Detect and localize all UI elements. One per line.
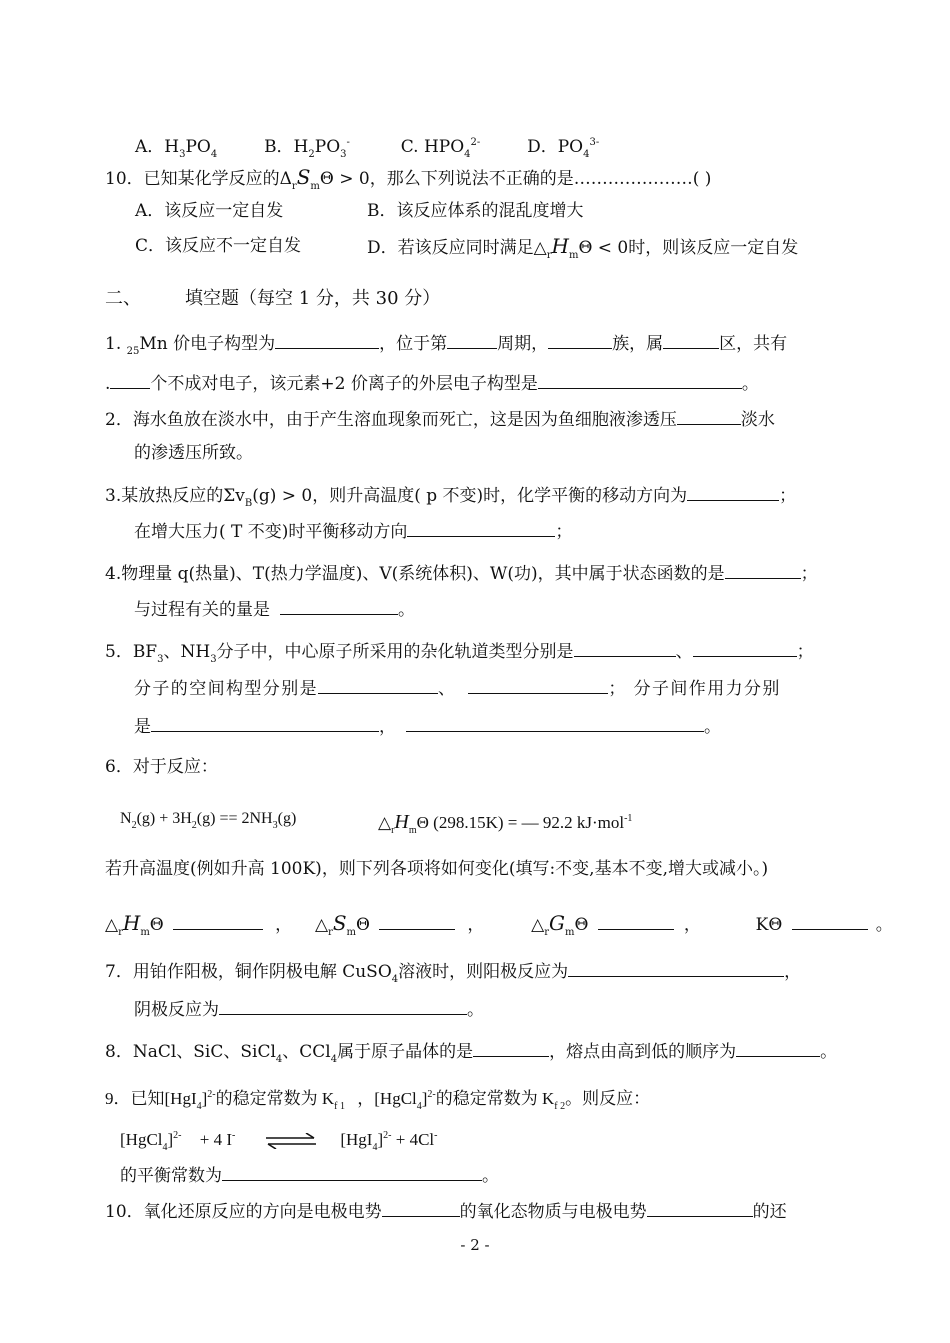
fill-9-reaction: [HgCl$_4$]$^{2-}$ + 4 I- $[HgI_4]^{2-} + 4Cl^-$ — [120, 1130, 438, 1153]
q10-stem: 10．已知某化学反应的$\Delta_rS_m\Theta > 0$，那么下列说法不正确的是…………………( ) — [105, 165, 712, 192]
equilibrium-arrow-icon — [264, 1133, 318, 1149]
fill-6-enthalpy: $\triangle_rH_m\Theta$ (298.15K) = — 92.2 kJ·mol$^{-1}$ — [378, 811, 633, 836]
q10-option-d: D．若该反应同时满足$\triangle_rH_m\Theta < 0$时，则该反应一定自发 — [367, 234, 799, 261]
fill-1-line-2: . 个不成对电子，该元素+2 价离子的外层电子构型是 。 — [105, 374, 759, 394]
section-heading: 二、 填空题（每空 1 分，共 30 分） — [105, 288, 441, 309]
fill-2-line-1: 2．海水鱼放在淡水中，由于产生溶血现象而死亡，这是因为鱼细胞液渗透压 淡水 — [105, 410, 775, 430]
fill-5-line-1: 5．$BF_3$、$NH_3$分子中，中心原子所采用的杂化轨道类型分别是 、 ； — [105, 642, 814, 665]
fill-5-line-3: 是 ， 。 — [134, 717, 721, 737]
fill-7-line-1: 7．用铂作阳极，铜作阴极电解 CuSO$_4$溶液时，则阳极反应为 ， — [105, 962, 802, 985]
fill-6-equation: $N_2(g) + 3H_2(g) == 2NH_3(g)$ — [120, 810, 297, 831]
fill-6-condition: 若升高温度(例如升高 100K)，则下列各项将如何变化(填写:不变,基本不变,增大或减小。) — [105, 859, 769, 879]
fill-3-line-2: 在增大压力( T 不变)时平衡移动方向 ； — [134, 522, 573, 542]
fill-6-title: 6．对于反应： — [105, 757, 218, 777]
q9-options: A．$H_3PO_4$ B．$H_2PO_3^-$ C. $HPO_4^{2-}$ D．$PO_4^{3-}$ — [135, 137, 600, 160]
fill-5-line-2: 分子的空间构型分别是 、 ； 分子间作用力分别 — [134, 679, 781, 699]
fill-10-line: 10．氧化还原反应的方向是电极电势 的氧化态物质与电极电势 的还 — [105, 1202, 787, 1222]
q10-option-c: C．该反应不一定自发 — [135, 236, 302, 256]
fill-9-line-3: 的平衡常数为 。 — [120, 1166, 499, 1186]
fill-8-line: 8．NaCl、SiC、SiCl$_4$、CCl$_4$属于原子晶体的是 ，熔点由高到低的顺序为 。 — [105, 1042, 838, 1065]
fill-1-line-1: 1. $_{25}$Mn 价电子构型为 ，位于第 周期， 族，属 区，共有 — [105, 334, 788, 357]
q10-option-b: B．该反应体系的混乱度增大 — [367, 201, 584, 221]
fill-4-line-2: 与过程有关的量是 。 — [134, 600, 415, 620]
page-number: - 2 - — [460, 1236, 490, 1254]
fill-3-line-1: 3.某放热反应的$\Sigma v_B(g) > 0$，则升高温度( p 不变)时，化学平衡的移动方向为 ； — [105, 486, 797, 509]
fill-7-line-2: 阴极反应为 。 — [134, 1000, 484, 1020]
fill-9-line-1: 9．已知$[HgI_4]^{2-}$的稳定常数为 $K_{f 1}$ ，[HgCl$_4$]$^{2-}$的稳定常数为 $K_{f 2}$。则反应： — [105, 1089, 651, 1112]
fill-6-items: $\triangle_rH_m\Theta$ ， $\triangle_rS_m\Theta$ ， $\triangle_rG_m\Theta$ ， KΘ 。 — [105, 911, 893, 938]
fill-2-line-2: 的渗透压所致。 — [134, 443, 253, 463]
q10-option-a: A．该反应一定自发 — [135, 201, 284, 221]
fill-4-line-1: 4.物理量 q(热量)、T(热力学温度)、V(系统体积)、W(功)，其中属于状态函数的是 ； — [105, 564, 818, 584]
